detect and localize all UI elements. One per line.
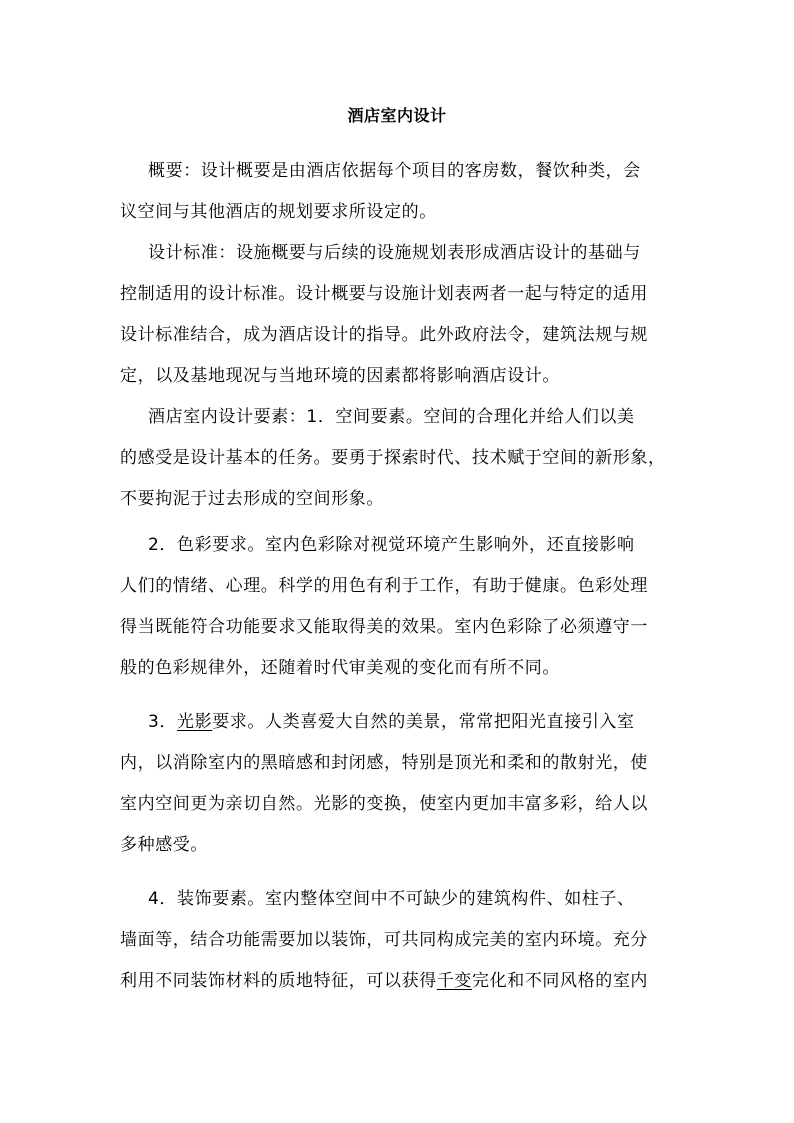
- paragraph-2-line-2: 控制适用的设计标准。设计概要与设施计划表两者一起与特定的适用: [120, 284, 648, 304]
- paragraph-6-line-3-suffix: 完化和不同风格的室内: [472, 971, 649, 991]
- paragraph-6-line-3-prefix: 利用不同装饰材料的质地特征，可以获得: [120, 971, 437, 991]
- paragraph-4-line-4: 般的色彩规律外，还随着时代审美观的变化而有所不同。: [120, 658, 560, 678]
- paragraph-1-line-1: 概要：设计概要是由酒店依据每个项目的客房数，餐饮种类，会: [148, 161, 641, 181]
- paragraph-2-line-4: 定，以及基地现况与当地环境的因素都将影响酒店设计。: [120, 366, 560, 386]
- underlined-term-guangying: 光影: [177, 712, 213, 732]
- paragraph-4-line-1: 2．色彩要求。室内色彩除对视觉环境产生影响外，还直接影响: [148, 535, 635, 555]
- document-title: 酒店室内设计: [347, 106, 447, 125]
- paragraph-2-line-3: 设计标准结合，成为酒店设计的指导。此外政府法令，建筑法规与规: [120, 325, 648, 345]
- paragraph-1-line-2: 议空间与其他酒店的规划要求所设定的。: [120, 202, 437, 222]
- paragraph-6-line-1: 4．装饰要素。室内整体空间中不可缺少的建筑构件、如柱子、: [148, 889, 635, 909]
- paragraph-5-number: 3．: [148, 712, 178, 732]
- paragraph-4-line-2: 人们的情绪、心理。科学的用色有利于工作，有助于健康。色彩处理: [120, 576, 648, 596]
- paragraph-3-line-2: 的感受是设计基本的任务。要勇于探索时代、技术赋于空间的新形象，: [120, 448, 666, 468]
- paragraph-3-line-1: 酒店室内设计要素：1．空间要素。空间的合理化并给人们以美: [148, 407, 635, 427]
- paragraph-2-line-1: 设计标准：设施概要与后续的设施规划表形成酒店设计的基础与: [148, 243, 641, 263]
- paragraph-5-line-1-text: 要求。人类喜爱大自然的美景，常常把阳光直接引入室: [212, 712, 635, 732]
- paragraph-6-line-3: [120, 968, 680, 994]
- paragraph-5-line-4: 多种感受。: [120, 835, 208, 855]
- paragraph-5-line-1: [148, 709, 680, 735]
- paragraph-6-line-2: 墙面等，结合功能需要加以装饰，可共同构成完美的室内环境。充分: [120, 930, 648, 950]
- paragraph-4-line-3: 得当既能符合功能要求又能取得美的效果。室内色彩除了必须遵守一: [120, 617, 648, 637]
- paragraph-3-line-3: 不要拘泥于过去形成的空间形象。: [120, 489, 384, 509]
- paragraph-5-line-2: 内，以消除室内的黑暗感和封闭感，特别是顶光和柔和的散射光，使: [120, 753, 648, 773]
- underlined-term-qianbian: 千变: [436, 971, 473, 991]
- paragraph-5-line-3: 室内空间更为亲切自然。光影的变换，使室内更加丰富多彩，给人以: [120, 794, 648, 814]
